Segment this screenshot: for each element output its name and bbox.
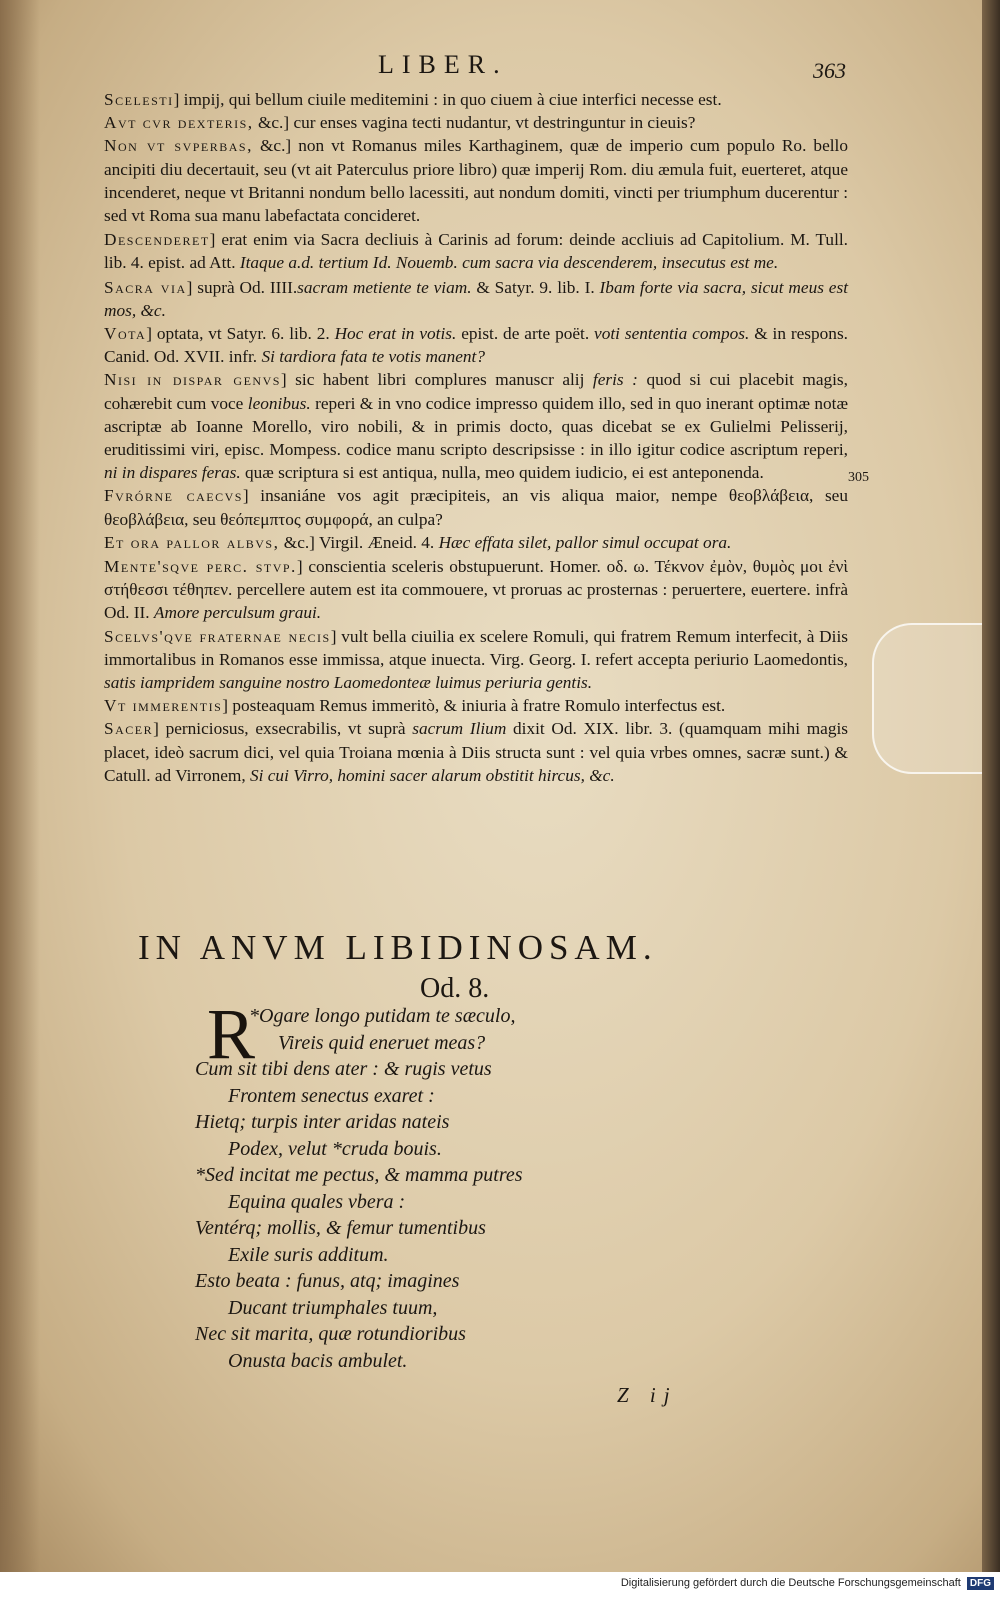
poem-verses xyxy=(195,994,523,1374)
footer-credit-text: Digitalisierung gefördert durch die Deutsche Forschungsgemeinschaft xyxy=(620,1577,961,1589)
commentary-entry: Mente'sqve perc. stvp.] conscientia sceleris obstupuerunt. Homer. οδ. ω. Τέκνον ἐμὸν, θυμὸς μοι ἐνὶ στήθεσσι τέθηπεν. percellere autem est ita commouere, vt proruas ac prosternas : peruertere, euertere. infrà Od. II. Amore perculsum graui. xyxy=(104,557,849,623)
poem-line: Podex, velut *cruda bouis. xyxy=(228,1137,442,1160)
page-number: 363 xyxy=(813,58,846,83)
poem-line: Nec sit marita, quæ rotundioribus xyxy=(195,1323,466,1345)
commentary-entry: Descenderet] erat enim via Sacra decliuis à Carinis ad forum: deinde accliuis ad Capitolium. M. Tull. lib. 4. epist. ad Att. Itaque a.d. tertium Id. Nouemb. cum sacra via descenderem, insecutus est me. xyxy=(104,230,848,273)
commentary-entry: Non vt svperbas, &c.] non vt Romanus miles Karthaginem, quæ de imperio cum populo Ro. bello ancipiti diu decertauit, seu (vt ait Paterculus priore libro) quæ imperij Rom. diu æmula fuit, euerteret, atque incenderet, neque vt Britanni nondum bello lacessiti, aut nondum domiti, vincti per triumphum ducerentur : sed vt Roma sua manu labefactata concideret. xyxy=(104,136,848,226)
margin-number: 305 xyxy=(848,470,869,485)
poem-line: Cum sit tibi dens ater : & rugis vetus xyxy=(195,1058,492,1080)
poem-line: Ducant triumphales tuum, xyxy=(228,1296,438,1319)
poem-line: Onusta bacis ambulet. xyxy=(228,1349,408,1372)
poem-line: Esto beata : funus, atq; imagines xyxy=(195,1270,460,1292)
bookmark-tab xyxy=(872,623,984,774)
commentary-entry: Vt immerentis] posteaquam Remus immeritò, & iniuria à fratre Romulo interfectus est. xyxy=(104,696,726,716)
commentary-entry: Scelvs'qve fraternae necis] vult bella ciuilia ex scelere Romuli, qui fratrem Remum interfecit, à Diis immortalibus in Romanos esse immissa, atque inuecta. Virg. Georg. I. refert accepta periurio Laomedontis, satis iampridem sanguine nostro Laomedonteæ luimus periuria gentis. xyxy=(104,626,848,693)
poem-line: Exile suris additum. xyxy=(228,1243,389,1266)
poem-line: Equina quales vbera : xyxy=(228,1190,406,1213)
page-gutter xyxy=(0,0,40,1572)
poem-line: *Sed incitat me pectus, & mamma putres xyxy=(195,1164,523,1186)
commentary-entry: Sacer] perniciosus, exsecrabilis, vt suprà sacrum Ilium dixit Od. XIX. libr. 3. (quamquam mihi magis placet, ideò sacrum dici, vel quia Troiana mœnia à Diis structa sunt : vel quia vrbes omnes, sacræ sunt.) & Catull. ad Virronem, Si cui Virro, homini sacer alarum obstitit hircus, &c. xyxy=(104,719,848,785)
drop-capital: R xyxy=(207,994,256,1074)
poem-line: Frontem senectus exaret : xyxy=(228,1084,435,1107)
ode-number: Od. 8. xyxy=(420,973,490,1004)
commentary-entry: Fvrórne caecvs] insaniáne vos agit præcipiteis, an vis aliqua maior, nempe θεοβλάβεια, seu θεοβλάβεια, seu θεόπεμπτος συμφορά, an culpa? xyxy=(104,486,848,529)
running-head: LIBER. xyxy=(378,50,508,79)
signature-mark: Z ij xyxy=(617,1383,678,1407)
commentary-entry: Vota] optata, vt Satyr. 6. lib. 2. Hoc erat in votis. epist. de arte poët. voti sententia compos. & in respons. Canid. Od. XVII. infr. Si tardiora fata te votis manent? xyxy=(104,324,848,367)
commentary-entry: Nisi in dispar genvs] sic habent libri complures manuscr alij feris : quod si cui placebit magis, cohærebit cum voce leonibus. reperi & in vno codice impresso quidem illo, sed in quo inerant optimæ notæ ascriptæ ab Ioanne Morello, viro nobili, & in primis docto, quas dicebat se ex Gulielmi Pelisserij, eruditissimi viri, episc. Mompess. codice manu scripto descripsisse : in illo igitur codice ascriptum reperi, ni in dispares feras. quæ scriptura si est antiqua, nulla, meo quidem iudicio, ei est anteponenda. xyxy=(104,370,849,483)
poem-line: Ventérq; mollis, & femur tumentibus xyxy=(195,1217,486,1239)
footer-credit xyxy=(621,1577,994,1590)
commentary-entry: Sacra via] suprà Od. IIII.sacram metiente te viam. & Satyr. 9. lib. I. Ibam forte via sacra, sicut meus est mos, &c. xyxy=(104,277,848,320)
commentary-entry: Scelesti] impij, qui bellum ciuile meditemini : in quo ciuem à ciue interfici necesse est. xyxy=(104,90,722,109)
poem-line: Hietq; turpis inter aridas nateis xyxy=(195,1111,450,1133)
dfg-logo: DFG xyxy=(967,1577,994,1590)
poem-line: Vireis quid eneruet meas? xyxy=(278,1031,486,1054)
poem-heading: IN ANVM LIBIDINOSAM. xyxy=(138,928,658,967)
commentary-entry: Avt cvr dexteris, &c.] cur enses vagina tecti nudantur, vt destringuntur in cieuis? xyxy=(104,113,696,133)
book-edge xyxy=(982,0,1000,1572)
commentary-entry: Et ora pallor albvs, &c.] Virgil. Æneid. 4. Hæc effata silet, pallor simul occupat ora. xyxy=(104,532,732,552)
commentary-block xyxy=(104,88,848,787)
poem-line: *Ogare longo putidam te sæculo, xyxy=(249,1005,516,1027)
